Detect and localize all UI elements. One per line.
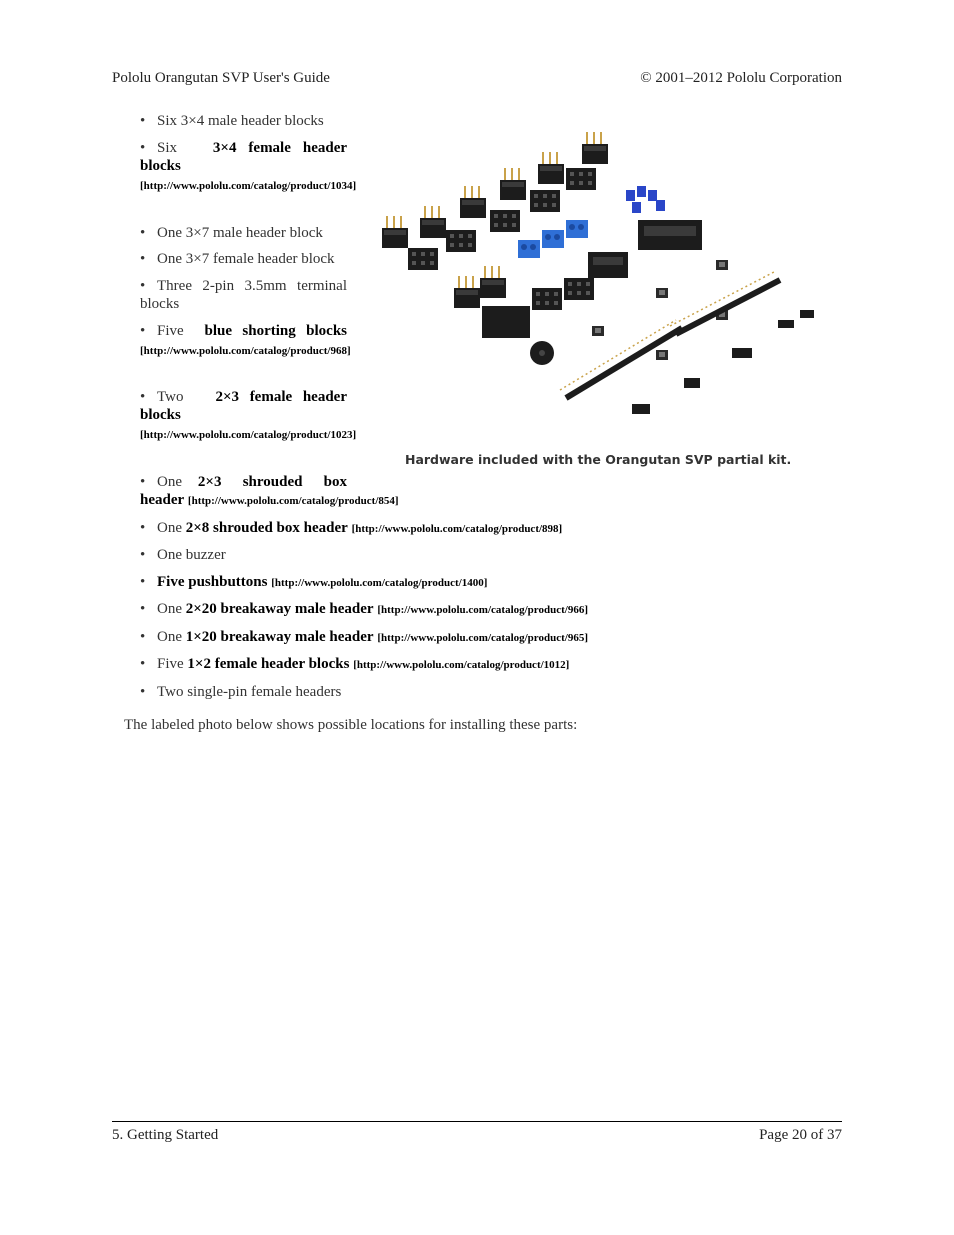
list-item: • Six 3×4 female header blocks [http://www.pololu.com/catalog/product/1034] — [140, 139, 347, 196]
url-link[interactable]: [http://www.pololu.com/catalog/product/1023] — [140, 429, 357, 441]
url-link[interactable]: [http://www.pololu.com/catalog/product/968] — [140, 345, 351, 357]
list-item: • One 2×20 breakaway male header [http://www.pololu.com/catalog/product/966] — [140, 601, 588, 617]
url-link[interactable]: [http://www.pololu.com/catalog/product/1400] — [271, 577, 488, 589]
url-link[interactable]: [http://www.pololu.com/catalog/product/898] — [351, 523, 563, 535]
photo-caption: Hardware included with the Orangutan SVP partial kit. — [405, 452, 792, 467]
copyright: © 2001–2012 Pololu Corporation — [640, 70, 842, 86]
list-item: • Six 3×4 male header blocks — [140, 113, 324, 129]
list-item: • Five 1×2 female header blocks [http://www.pololu.com/catalog/product/1012] — [140, 656, 570, 672]
footer-divider — [112, 1121, 842, 1122]
footer-section: 5. Getting Started — [112, 1127, 219, 1143]
part-link[interactable]: 2×3 female header blocks — [140, 389, 347, 423]
part-link[interactable]: 1×20 breakaway male header — [185, 629, 374, 645]
list-item: • One 2×8 shrouded box header [http://www.pololu.com/catalog/product/898] — [140, 520, 563, 536]
list-item: • One buzzer — [140, 547, 226, 563]
body-paragraph: The labeled photo below shows possible locations for installing these parts: — [124, 717, 578, 733]
list-item: • One 2×3 shrouded box header [http://www.pololu.com/catalog/product/854] — [140, 474, 399, 508]
part-link[interactable]: 1×2 female header blocks — [187, 656, 350, 672]
list-item: • Two single-pin female headers — [140, 684, 342, 700]
list-item: • Three 2-pin 3.5mm terminal blocks — [140, 278, 348, 312]
part-link[interactable]: 3×4 female header blocks — [140, 140, 348, 174]
part-link[interactable]: 2×20 breakaway male header — [185, 601, 374, 617]
url-link[interactable]: [http://www.pololu.com/catalog/product/1012] — [353, 659, 570, 671]
list-item: • One 1×20 breakaway male header [http://www.pololu.com/catalog/product/965] — [140, 629, 588, 645]
url-link[interactable]: [http://www.pololu.com/catalog/product/965] — [377, 632, 588, 644]
part-link[interactable]: 2×8 shrouded box header — [185, 520, 348, 536]
list-item: • One 3×7 male header block — [140, 225, 323, 241]
list-item: • One 3×7 female header block — [140, 251, 335, 267]
doc-title: Pololu Orangutan SVP User's Guide — [112, 70, 330, 86]
part-link[interactable]: pushbuttons — [188, 574, 268, 590]
list-item: • Five blue shorting blocks [http://www.pololu.com/catalog/product/968] — [140, 322, 347, 361]
list-item: • Two 2×3 female header blocks [http://www.pololu.com/catalog/product/1023] — [140, 388, 347, 445]
url-link[interactable]: [http://www.pololu.com/catalog/product/1034] — [140, 180, 357, 192]
list-item: • Five pushbuttons [http://www.pololu.com/catalog/product/1400] — [140, 574, 488, 590]
part-link[interactable]: header — [140, 492, 185, 508]
part-link[interactable]: blue shorting blocks — [204, 323, 347, 339]
url-link[interactable]: [http://www.pololu.com/catalog/product/966] — [377, 604, 588, 616]
url-link[interactable]: [http://www.pololu.com/catalog/product/854] — [187, 495, 399, 507]
hardware-photo — [370, 120, 830, 445]
page-number: Page 20 of 37 — [759, 1127, 842, 1143]
